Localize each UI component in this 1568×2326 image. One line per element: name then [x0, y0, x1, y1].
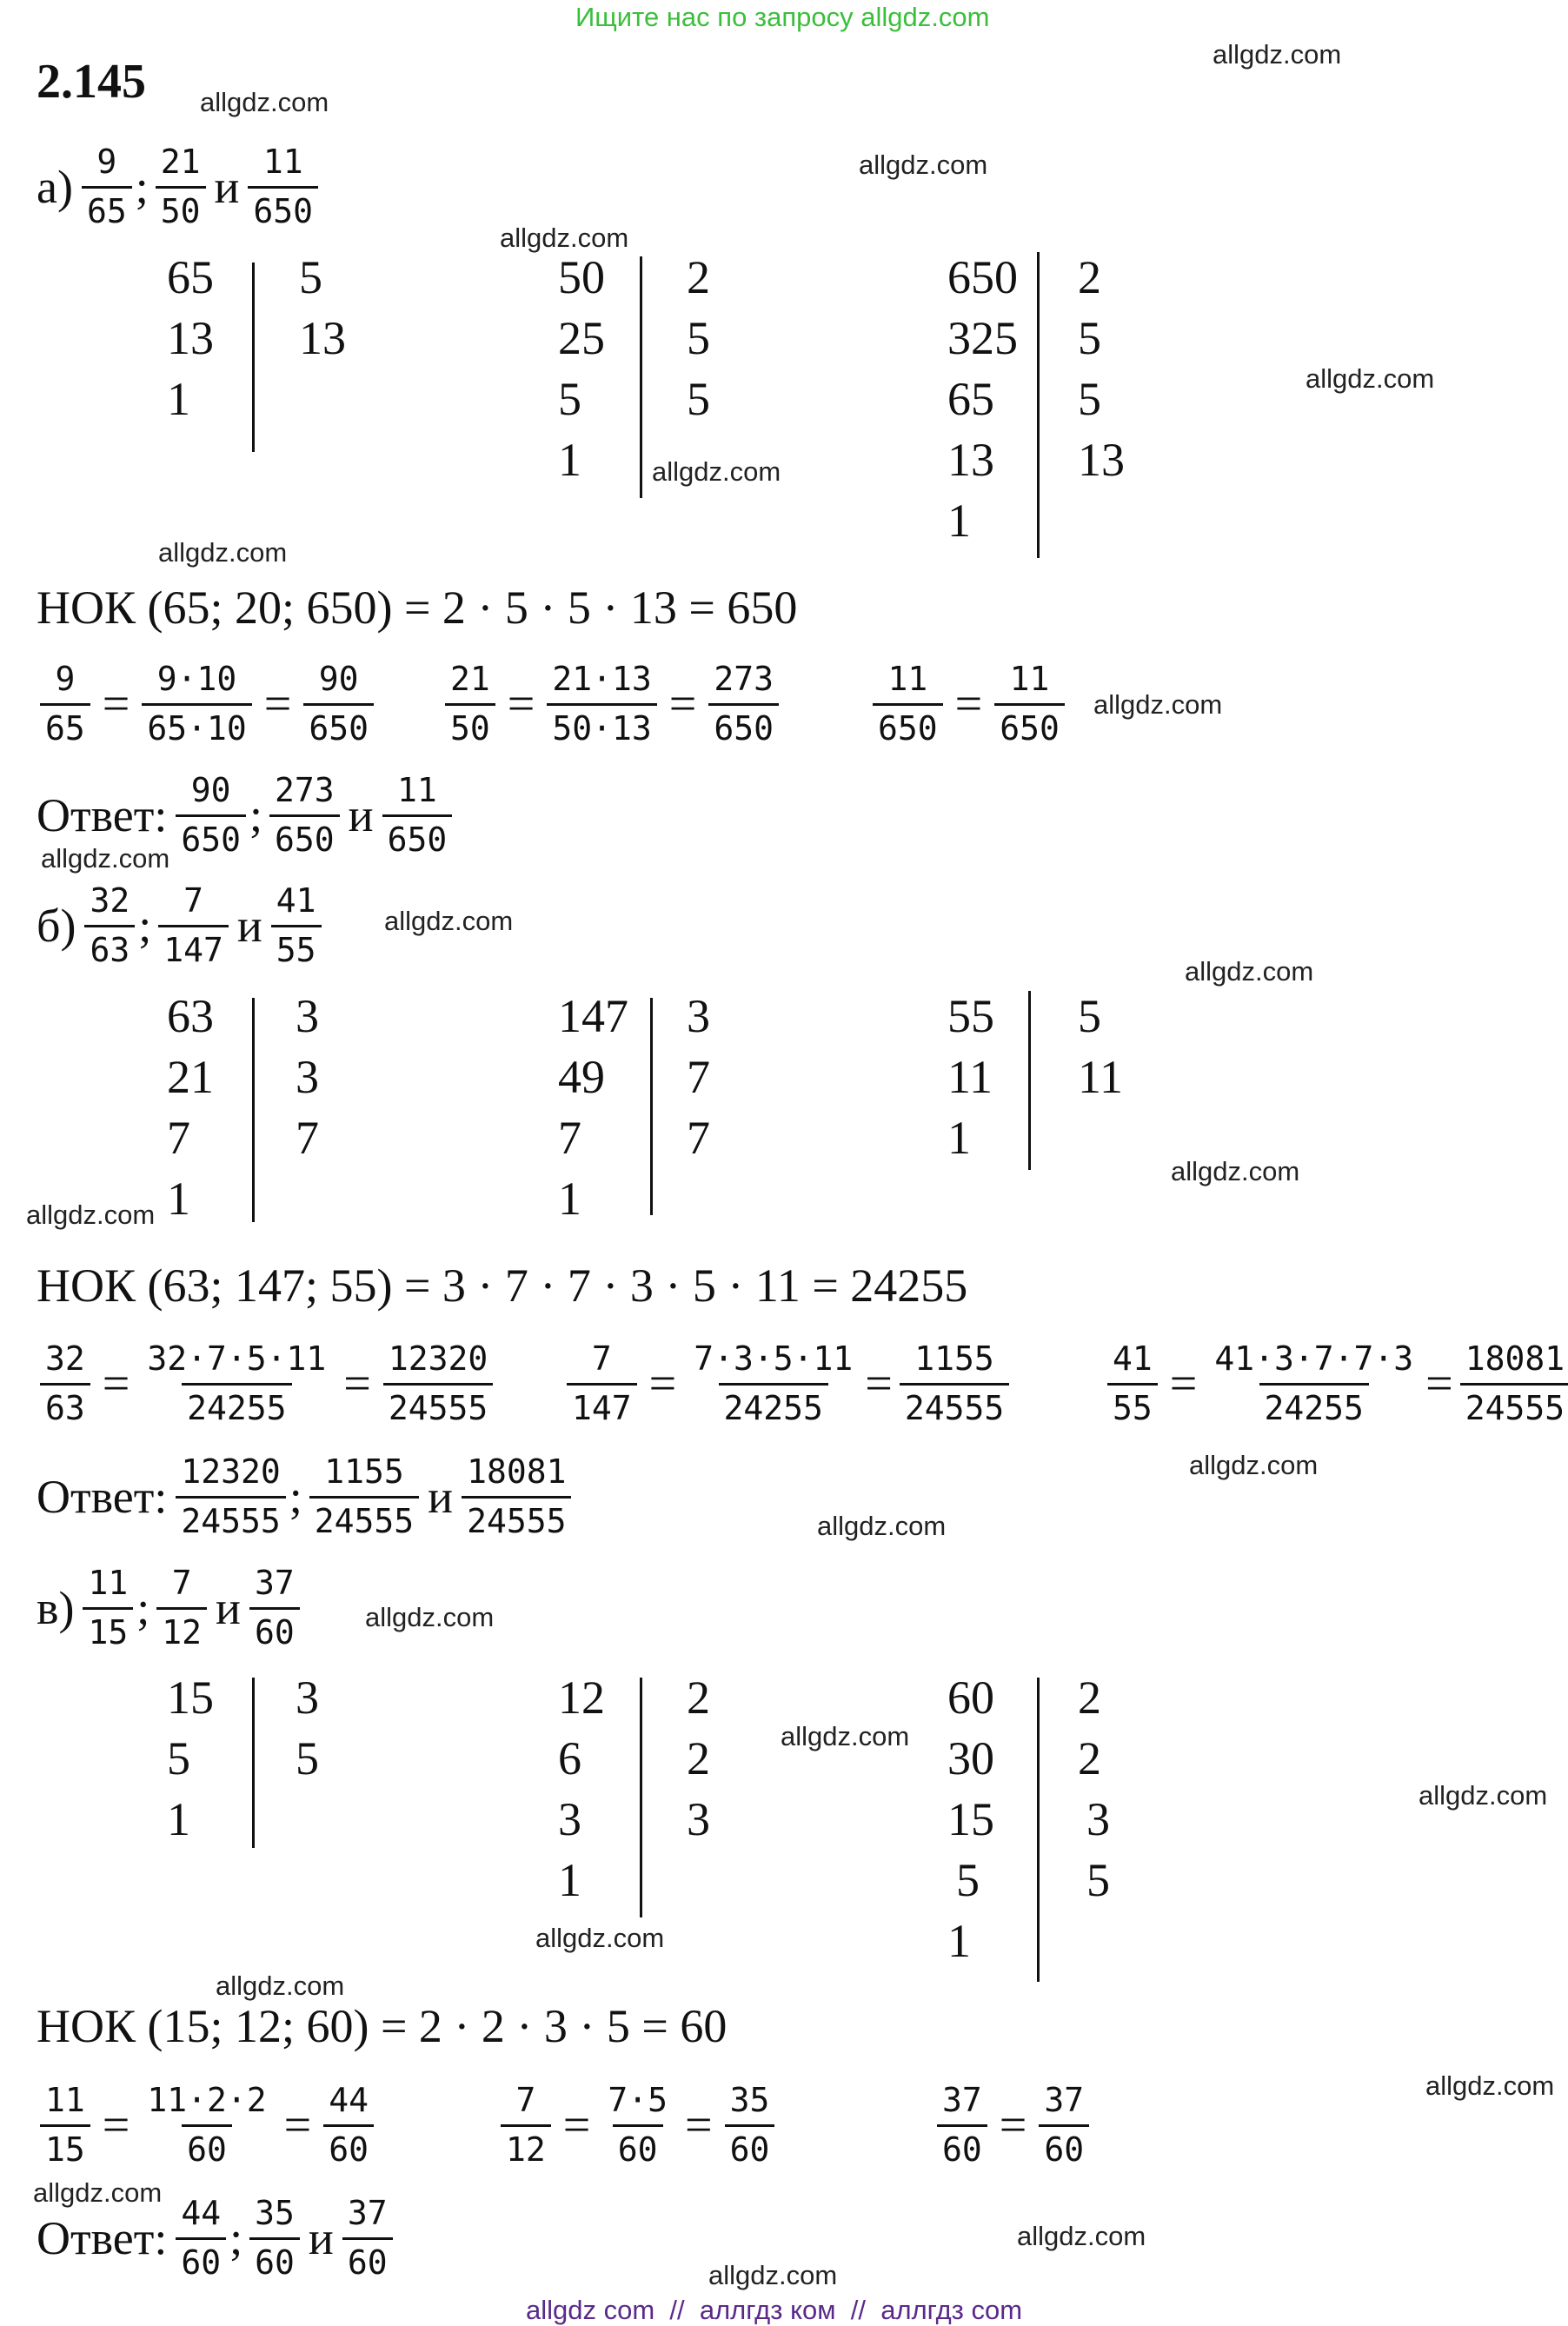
site-banner: Ищите нас по запросу allgdz.com: [575, 2, 990, 32]
table-right-value: 2: [687, 1732, 710, 1784]
table-left-value: 49: [558, 1051, 605, 1103]
table-left-value: 21: [167, 1051, 214, 1103]
table-right-value: 2: [687, 1671, 710, 1724]
table-left-value: 60: [947, 1671, 994, 1724]
watermark: allgdz.com: [1189, 1450, 1319, 1480]
answer-c: Ответ: $\frac{44}{60}$ ; $\frac{35}{60}$ и $\frac{37}{60}$: [37, 2177, 396, 2299]
watermark: allgdz.com: [26, 1200, 156, 1230]
answer-a: Ответ: $\frac{90}{650}$ ; $\frac{273}{650}$ и $\frac{11}{650}$: [37, 754, 455, 876]
conversion-3: $\frac{37}{60}$ = $\frac{37}{60}$: [933, 2064, 1093, 2186]
table-left-value: 1: [947, 1112, 971, 1164]
part-a-task: а) $\frac{9}{65}$ ; $\frac{21}{50}$ и $\frac{11}{650}$: [37, 126, 322, 248]
conversion-3: $\frac{41}{55}$ = $\frac{41\cdot 3\cdot 7\cdot 7\cdot 3}{24255}$ = $\frac{18081}{24555}$: [1104, 1323, 1568, 1445]
table-left-value: 5: [956, 1854, 980, 1906]
table-right-value: 5: [296, 1732, 319, 1784]
conversion-3: $\frac{11}{650}$ = $\frac{11}{650}$: [869, 643, 1068, 765]
table-right-value: 2: [1078, 1732, 1101, 1784]
table-left-value: 1: [558, 434, 581, 486]
fraction: $\frac{21}{50}$: [156, 143, 206, 231]
watermark: allgdz.com: [384, 906, 514, 936]
lcm-line: НОК (15; 12; 60) = 2 · 2 · 3 · 5 = 60: [37, 2000, 728, 2052]
watermark: allgdz.com: [1213, 39, 1342, 70]
conversion-1: $\frac{9}{65}$ = $\frac{9\cdot 10}{65\cdot 10}$ = $\frac{90}{650}$: [37, 643, 377, 765]
watermark: allgdz.com: [1093, 689, 1223, 720]
table-right-value: 3: [1086, 1793, 1110, 1845]
watermark: allgdz.com: [500, 223, 629, 253]
table-left-value: 1: [167, 373, 190, 425]
exercise-number: 2.145: [37, 55, 146, 109]
conversion-2: $\frac{7}{12}$ = $\frac{7\cdot 5}{60}$ = $\frac{35}{60}$: [497, 2064, 778, 2186]
table-left-value: 147: [558, 990, 628, 1042]
lcm-line: НОК (65; 20; 650) = 2 · 5 · 5 · 13 = 650: [37, 582, 798, 634]
table-left-value: 25: [558, 312, 605, 364]
table-right-value: 2: [1078, 251, 1101, 303]
fraction: $\frac{11}{650}$: [248, 143, 318, 231]
table-left-value: 1: [947, 1915, 971, 1967]
table-right-value: 5: [687, 312, 710, 364]
and-word: и: [214, 161, 240, 213]
watermark: allgdz.com: [1425, 2070, 1555, 2101]
watermark: allgdz.com: [535, 1923, 665, 1953]
table-right-value: 11: [1078, 1051, 1123, 1103]
watermark: allgdz.com: [1171, 1156, 1300, 1186]
table-right-value: 2: [1078, 1671, 1101, 1724]
watermark: allgdz.com: [216, 1970, 345, 2001]
table-right-value: 3: [687, 1793, 710, 1845]
table-left-value: 1: [947, 495, 971, 547]
table-right-value: 5: [687, 373, 710, 425]
table-left-value: 5: [558, 373, 581, 425]
site-footer: allgdz com // аллгдз ком // аллгдз com: [526, 2295, 1023, 2325]
table-right-value: 7: [296, 1112, 319, 1164]
conversion-2: $\frac{7}{147}$ = $\frac{7\cdot 3\cdot 5\cdot 11}{24255}$ = $\frac{1155}{24555}$: [563, 1323, 1013, 1445]
division-bar: [1037, 1678, 1040, 1982]
watermark: allgdz.com: [708, 2260, 838, 2290]
division-bar: [1028, 991, 1031, 1170]
conversion-1: $\frac{11}{15}$ = $\frac{11\cdot 2\cdot 2}{60}$ = $\frac{44}{60}$: [37, 2064, 377, 2186]
table-right-value: 13: [1078, 434, 1125, 486]
table-left-value: 30: [947, 1732, 994, 1784]
division-bar: [650, 998, 653, 1215]
watermark: allgdz.com: [652, 456, 781, 487]
division-bar: [1037, 252, 1040, 558]
table-right-value: 5: [1078, 312, 1101, 364]
part-b-task: б) $\frac{32}{63}$ ; $\frac{7}{147}$ и $\frac{41}{55}$: [37, 865, 325, 987]
watermark: allgdz.com: [1419, 1780, 1548, 1811]
watermark: allgdz.com: [158, 537, 288, 568]
table-left-value: 65: [167, 251, 214, 303]
table-left-value: 1: [167, 1793, 190, 1845]
table-right-value: 5: [299, 251, 322, 303]
watermark: allgdz.com: [859, 150, 988, 180]
table-right-value: 7: [687, 1051, 710, 1103]
conversion-1: $\frac{32}{63}$ = $\frac{32\cdot 7\cdot 5\cdot 11}{24255}$ = $\frac{12320}{24555}$: [37, 1323, 496, 1445]
conversion-2: $\frac{21}{50}$ = $\frac{21\cdot 13}{50\cdot 13}$ = $\frac{273}{650}$: [442, 643, 782, 765]
watermark: allgdz.com: [33, 2177, 163, 2208]
table-left-value: 65: [947, 373, 994, 425]
table-left-value: 650: [947, 251, 1018, 303]
table-left-value: 50: [558, 251, 605, 303]
watermark: allgdz.com: [41, 843, 170, 874]
table-right-value: 3: [296, 1671, 319, 1724]
table-right-value: 3: [296, 1051, 319, 1103]
table-left-value: 15: [947, 1793, 994, 1845]
table-right-value: 5: [1086, 1854, 1110, 1906]
table-right-value: 5: [1078, 373, 1101, 425]
division-bar: [252, 263, 255, 452]
table-left-value: 13: [167, 312, 214, 364]
part-c-task: в) $\frac{11}{15}$ ; $\frac{7}{12}$ и $\frac{37}{60}$: [37, 1547, 303, 1669]
table-left-value: 6: [558, 1732, 581, 1784]
table-right-value: 3: [296, 990, 319, 1042]
table-left-value: 11: [947, 1051, 993, 1103]
division-bar: [252, 1678, 255, 1848]
table-left-value: 12: [558, 1671, 605, 1724]
table-left-value: 55: [947, 990, 994, 1042]
table-right-value: 7: [687, 1112, 710, 1164]
answer-b: Ответ: $\frac{12320}{24555}$ ; $\frac{1155}{24555}$ и $\frac{18081}{24555}$: [37, 1436, 575, 1558]
table-left-value: 1: [558, 1173, 581, 1225]
table-left-value: 7: [558, 1112, 581, 1164]
division-bar: [640, 1678, 642, 1917]
division-bar: [252, 998, 255, 1222]
table-left-value: 325: [947, 312, 1018, 364]
lcm-line: НОК (63; 147; 55) = 3 · 7 · 7 · 3 · 5 · 11 = 24255: [37, 1259, 968, 1312]
watermark: allgdz.com: [1017, 2221, 1146, 2251]
fraction: $\frac{9}{65}$: [82, 143, 132, 231]
table-left-value: 15: [167, 1671, 214, 1724]
part-label: а): [37, 161, 73, 213]
watermark: allgdz.com: [1185, 956, 1314, 987]
table-right-value: 13: [299, 312, 346, 364]
table-left-value: 5: [167, 1732, 190, 1784]
table-right-value: 5: [1078, 990, 1101, 1042]
division-bar: [640, 256, 642, 498]
table-left-value: 13: [947, 434, 994, 486]
table-left-value: 1: [167, 1173, 190, 1225]
watermark: allgdz.com: [817, 1511, 947, 1541]
table-right-value: 3: [687, 990, 710, 1042]
table-left-value: 3: [558, 1793, 581, 1845]
watermark: allgdz.com: [1306, 363, 1435, 394]
table-left-value: 1: [558, 1854, 581, 1906]
table-right-value: 2: [687, 251, 710, 303]
table-left-value: 63: [167, 990, 214, 1042]
watermark: allgdz.com: [200, 87, 329, 117]
watermark: allgdz.com: [365, 1602, 495, 1632]
table-left-value: 7: [167, 1112, 190, 1164]
watermark: allgdz.com: [781, 1721, 910, 1751]
